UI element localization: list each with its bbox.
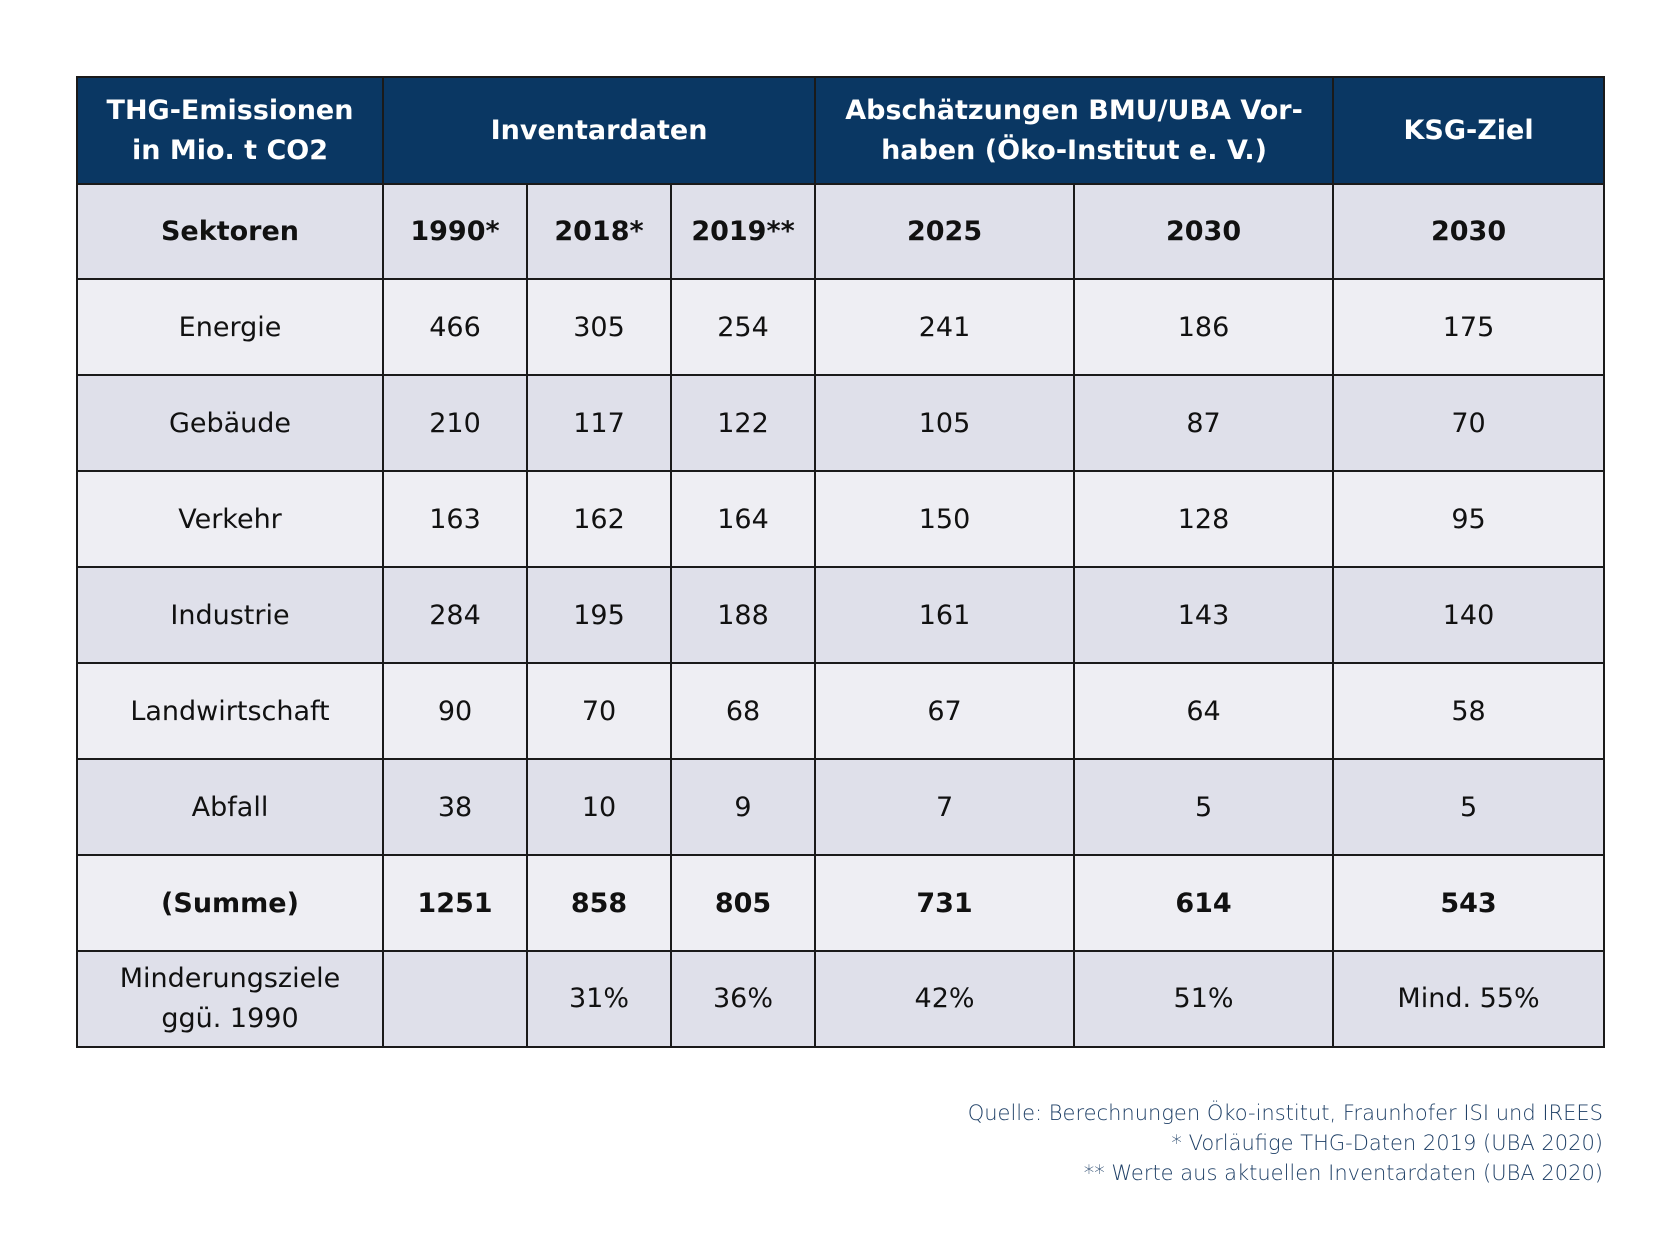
- table-row-summe: [77, 855, 1604, 951]
- header-target-group: KSG-Ziel: [1333, 77, 1604, 184]
- table-cell: 731: [815, 855, 1074, 951]
- table-cell: 195: [527, 567, 671, 663]
- table-cell: 162: [527, 471, 671, 567]
- table-row-landwirtschaft: [77, 663, 1604, 759]
- source-notes: [968, 1098, 1603, 1188]
- header-group-row: [77, 77, 1604, 184]
- column-header-2025: 2025: [815, 184, 1074, 279]
- table-cell: 7: [815, 759, 1074, 855]
- table-cell: 105: [815, 375, 1074, 471]
- table-cell: 36%: [671, 951, 815, 1047]
- row-label-line1: Minderungsziele: [119, 963, 341, 994]
- table-cell: 128: [1074, 471, 1333, 567]
- table-cell: 175: [1333, 279, 1604, 375]
- table-cell: 51%: [1074, 951, 1333, 1047]
- table-cell: 68: [671, 663, 815, 759]
- table-cell: 1251: [383, 855, 527, 951]
- row-label: Industrie: [77, 567, 383, 663]
- table-cell: 161: [815, 567, 1074, 663]
- table-cell: 117: [527, 375, 671, 471]
- table-cell: 188: [671, 567, 815, 663]
- table-cell: 31%: [527, 951, 671, 1047]
- emissions-table-container: [76, 76, 1603, 1048]
- table-cell: 90: [383, 663, 527, 759]
- table-cell: 543: [1333, 855, 1604, 951]
- table-cell: 58: [1333, 663, 1604, 759]
- table-cell: 466: [383, 279, 527, 375]
- row-label: [77, 951, 383, 1047]
- emissions-table: [76, 76, 1605, 1048]
- header-estimates-group: [815, 77, 1333, 184]
- table-cell: 70: [1333, 375, 1604, 471]
- column-header-2018: 2018*: [527, 184, 671, 279]
- table-row-energie: [77, 279, 1604, 375]
- table-body: [77, 184, 1604, 1047]
- table-cell: 5: [1333, 759, 1604, 855]
- footnote-preliminary-data: * Vorläufige THG-Daten 2019 (UBA 2020): [1171, 1131, 1603, 1155]
- table-cell: 70: [527, 663, 671, 759]
- table-cell: 150: [815, 471, 1074, 567]
- column-header-row: [77, 184, 1604, 279]
- table-cell: 143: [1074, 567, 1333, 663]
- table-row-gebaeude: [77, 375, 1604, 471]
- table-cell: Mind. 55%: [1333, 951, 1604, 1047]
- header-title-cell: [77, 77, 383, 184]
- row-label: Landwirtschaft: [77, 663, 383, 759]
- table-cell: [383, 951, 527, 1047]
- table-cell: 805: [671, 855, 815, 951]
- table-row-abfall: [77, 759, 1604, 855]
- column-header-sectors: Sektoren: [77, 184, 383, 279]
- table-cell: 164: [671, 471, 815, 567]
- table-cell: 163: [383, 471, 527, 567]
- column-header-2030-estimate: 2030: [1074, 184, 1333, 279]
- table-cell: 9: [671, 759, 815, 855]
- table-cell: 64: [1074, 663, 1333, 759]
- table-row-minderungsziele: [77, 951, 1604, 1047]
- table-row-verkehr: [77, 471, 1604, 567]
- table-cell: 210: [383, 375, 527, 471]
- table-cell: 241: [815, 279, 1074, 375]
- row-label: Abfall: [77, 759, 383, 855]
- table-cell: 87: [1074, 375, 1333, 471]
- header-title-line2: in Mio. t CO2: [131, 134, 329, 166]
- header-estimates-line2: haben (Öko-Institut e. V.): [881, 134, 1267, 166]
- row-label-line2: ggü. 1990: [161, 1003, 299, 1034]
- source-line: Quelle: Berechnungen Öko-institut, Fraunhofer ISI und IREES: [967, 1101, 1603, 1125]
- table-cell: 122: [671, 375, 815, 471]
- header-estimates-line1: Abschätzungen BMU/UBA Vor-: [845, 94, 1303, 126]
- column-header-2030-target: 2030: [1333, 184, 1604, 279]
- footnote-inventory-data: ** Werte aus aktuellen Inventardaten (UBA 2020): [1083, 1161, 1603, 1185]
- table-cell: 42%: [815, 951, 1074, 1047]
- table-cell: 614: [1074, 855, 1333, 951]
- row-label: (Summe): [77, 855, 383, 951]
- table-cell: 10: [527, 759, 671, 855]
- table-cell: 186: [1074, 279, 1333, 375]
- row-label: Verkehr: [77, 471, 383, 567]
- header-inventory-group: Inventardaten: [383, 77, 815, 184]
- column-header-2019: 2019**: [671, 184, 815, 279]
- table-cell: 140: [1333, 567, 1604, 663]
- table-cell: 67: [815, 663, 1074, 759]
- table-cell: 38: [383, 759, 527, 855]
- row-label: Energie: [77, 279, 383, 375]
- table-cell: 858: [527, 855, 671, 951]
- header-title-line1: THG-Emissionen: [106, 94, 354, 126]
- table-cell: 254: [671, 279, 815, 375]
- row-label: Gebäude: [77, 375, 383, 471]
- table-cell: 5: [1074, 759, 1333, 855]
- table-row-industrie: [77, 567, 1604, 663]
- table-cell: 284: [383, 567, 527, 663]
- table-cell: 95: [1333, 471, 1604, 567]
- table-cell: 305: [527, 279, 671, 375]
- column-header-1990: 1990*: [383, 184, 527, 279]
